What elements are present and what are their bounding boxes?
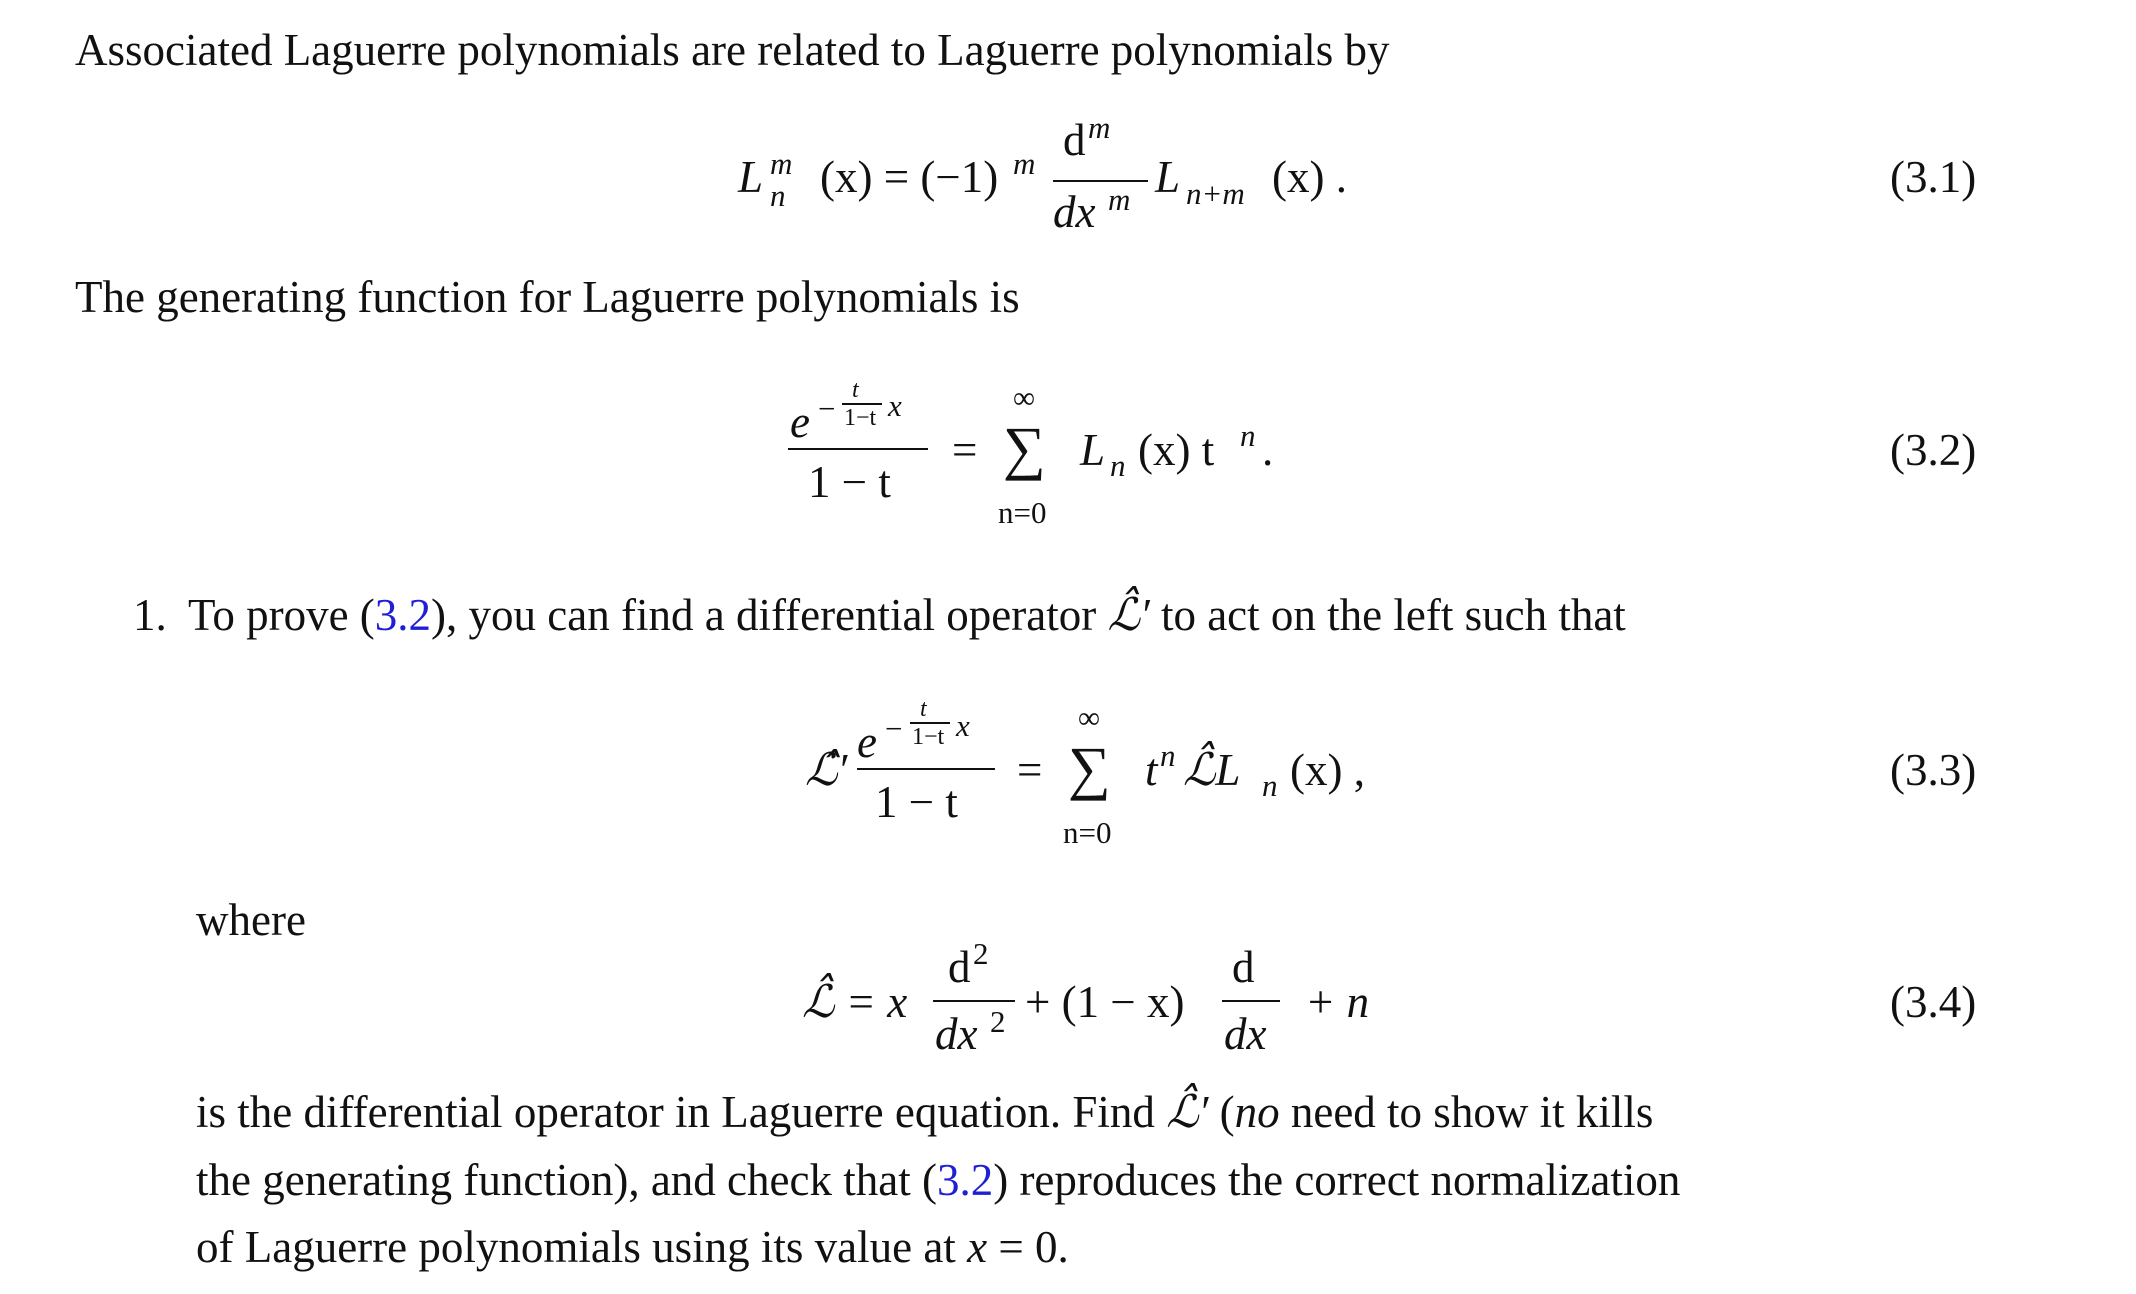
eq31-lhs-sup: m bbox=[770, 146, 793, 181]
eq32-rhs-sup: n bbox=[1240, 418, 1256, 453]
eq33-sum-bottom: n=0 bbox=[1063, 815, 1112, 850]
item1-text-a: To prove ( bbox=[188, 590, 375, 640]
closing-line2-a: the generating function), and check that ( bbox=[196, 1155, 937, 1205]
closing-line3-b: = 0. bbox=[998, 1222, 1069, 1272]
eq33-rhs-sup: n bbox=[1160, 738, 1176, 773]
eq32-exp-den: 1−t bbox=[844, 405, 877, 431]
ref-3-2-link-2[interactable]: 3.2 bbox=[936, 1155, 994, 1205]
eq32-exp-x: x bbox=[888, 388, 902, 423]
eq31-tag: (3.1) bbox=[1890, 152, 1977, 202]
closing-line1-b: ( bbox=[1219, 1087, 1235, 1137]
eq31-pow: m bbox=[1013, 146, 1036, 181]
eq34-tag: (3.4) bbox=[1890, 977, 1977, 1027]
eq33-rhs-t: t bbox=[1145, 745, 1158, 795]
eq33-num-e: e bbox=[857, 717, 877, 767]
ref-3-2-link[interactable]: 3.2 bbox=[374, 590, 432, 640]
eq34-d2-den-sup: 2 bbox=[990, 1004, 1006, 1039]
closing-line1-a: is the differential operator in Laguerre equation. Find bbox=[196, 1087, 1155, 1137]
eq34-mid: + (1 − x) bbox=[1025, 977, 1185, 1027]
eq31-rhs-arg: (x) . bbox=[1272, 152, 1347, 202]
eq31-dden-sup: m bbox=[1108, 182, 1131, 217]
closing-line1-op: ℒ̂′ bbox=[1166, 1087, 1209, 1137]
eq32-rhs-sub: n bbox=[1110, 448, 1126, 483]
eq33-exp-minus: − bbox=[885, 711, 903, 746]
eq32-den: 1 − t bbox=[808, 457, 891, 507]
eq32-sum-top: ∞ bbox=[1013, 380, 1036, 415]
generating-paragraph: The generating function for Laguerre polynomials is bbox=[75, 272, 1020, 322]
eq33-exp-x: x bbox=[956, 708, 970, 743]
closing-line-2 bbox=[196, 1155, 1681, 1205]
eq31-lhs-arg: (x) = (−1) bbox=[820, 152, 999, 202]
eq34-lhs: ℒ̂ = x bbox=[802, 977, 908, 1027]
item1-number: 1. bbox=[133, 590, 167, 640]
eq31-dden: dx bbox=[1053, 187, 1096, 237]
closing-line3-x: x bbox=[967, 1222, 988, 1272]
eq33-tag: (3.3) bbox=[1890, 745, 1977, 795]
eq33-rhs-sub: n bbox=[1262, 768, 1278, 803]
eq34-d-bar bbox=[1222, 1000, 1280, 1002]
eq32-fraction-bar bbox=[788, 448, 928, 450]
eq34-d2-bar bbox=[933, 1000, 1015, 1002]
eq32-exp-minus: − bbox=[818, 391, 836, 426]
eq31-dnum-sup: m bbox=[1088, 110, 1111, 145]
closing-line2-b: ) reproduces the correct normalization bbox=[993, 1155, 1681, 1205]
eq31-rhs-L: L bbox=[1155, 152, 1181, 202]
item1-text-b: ), you can find a differential operator bbox=[431, 590, 1097, 640]
eq31-lhs-sub: n bbox=[770, 178, 786, 213]
eq32-sum-bottom: n=0 bbox=[998, 495, 1047, 530]
eq33-sum: ∑ bbox=[1068, 735, 1111, 801]
eq32-exp-t: t bbox=[852, 377, 859, 403]
closing-line3-a: of Laguerre polynomials using its value at bbox=[196, 1222, 956, 1272]
item1-text-c: to act on the left such that bbox=[1160, 590, 1626, 640]
closing-line-1 bbox=[196, 1087, 1654, 1137]
eq32-sum: ∑ bbox=[1003, 415, 1046, 481]
eq34-d2-num: d bbox=[948, 942, 971, 992]
closing-line-3 bbox=[196, 1222, 1069, 1272]
intro-paragraph: Associated Laguerre polynomials are related to Laguerre polynomials by bbox=[75, 25, 1390, 75]
eq33-rhs-op: ℒ̂L bbox=[1183, 745, 1241, 795]
eq33-sum-top: ∞ bbox=[1078, 700, 1101, 735]
eq31-fraction-bar bbox=[1053, 180, 1148, 182]
closing-line1-c: need to show it kills bbox=[1290, 1087, 1654, 1137]
eq33-equals: = bbox=[1017, 745, 1043, 795]
eq31-dnum: d bbox=[1063, 115, 1086, 165]
eq34-d-num: d bbox=[1232, 942, 1255, 992]
eq33-exp-den: 1−t bbox=[912, 724, 945, 750]
eq33-den: 1 − t bbox=[875, 777, 958, 827]
eq31-rhs-sub: n+m bbox=[1186, 176, 1245, 211]
closing-line1-no: no bbox=[1234, 1087, 1280, 1137]
list-item-1 bbox=[133, 590, 1626, 640]
eq34-end: + n bbox=[1305, 977, 1370, 1027]
where-label: where bbox=[196, 895, 306, 945]
eq32-num-e: e bbox=[790, 397, 810, 447]
eq32-tag: (3.2) bbox=[1890, 425, 1977, 475]
eq32-rhs-end: . bbox=[1262, 425, 1274, 475]
item1-op: ℒ̂′ bbox=[1107, 590, 1150, 640]
eq32-rhs-L: L bbox=[1080, 425, 1106, 475]
eq31-lhs-L: L bbox=[738, 152, 764, 202]
eq34-d2-num-sup: 2 bbox=[973, 936, 989, 971]
eq33-fraction-bar bbox=[857, 768, 995, 770]
eq33-rhs-arg: (x) , bbox=[1290, 745, 1365, 795]
eq34-d-den: dx bbox=[1224, 1009, 1267, 1059]
eq33-op: ℒ̂′ bbox=[805, 745, 848, 795]
eq33-exp-t: t bbox=[920, 696, 927, 722]
eq32-equals: = bbox=[952, 425, 978, 475]
eq32-rhs-arg: (x) t bbox=[1138, 425, 1215, 475]
eq34-d2-den: dx bbox=[935, 1009, 978, 1059]
